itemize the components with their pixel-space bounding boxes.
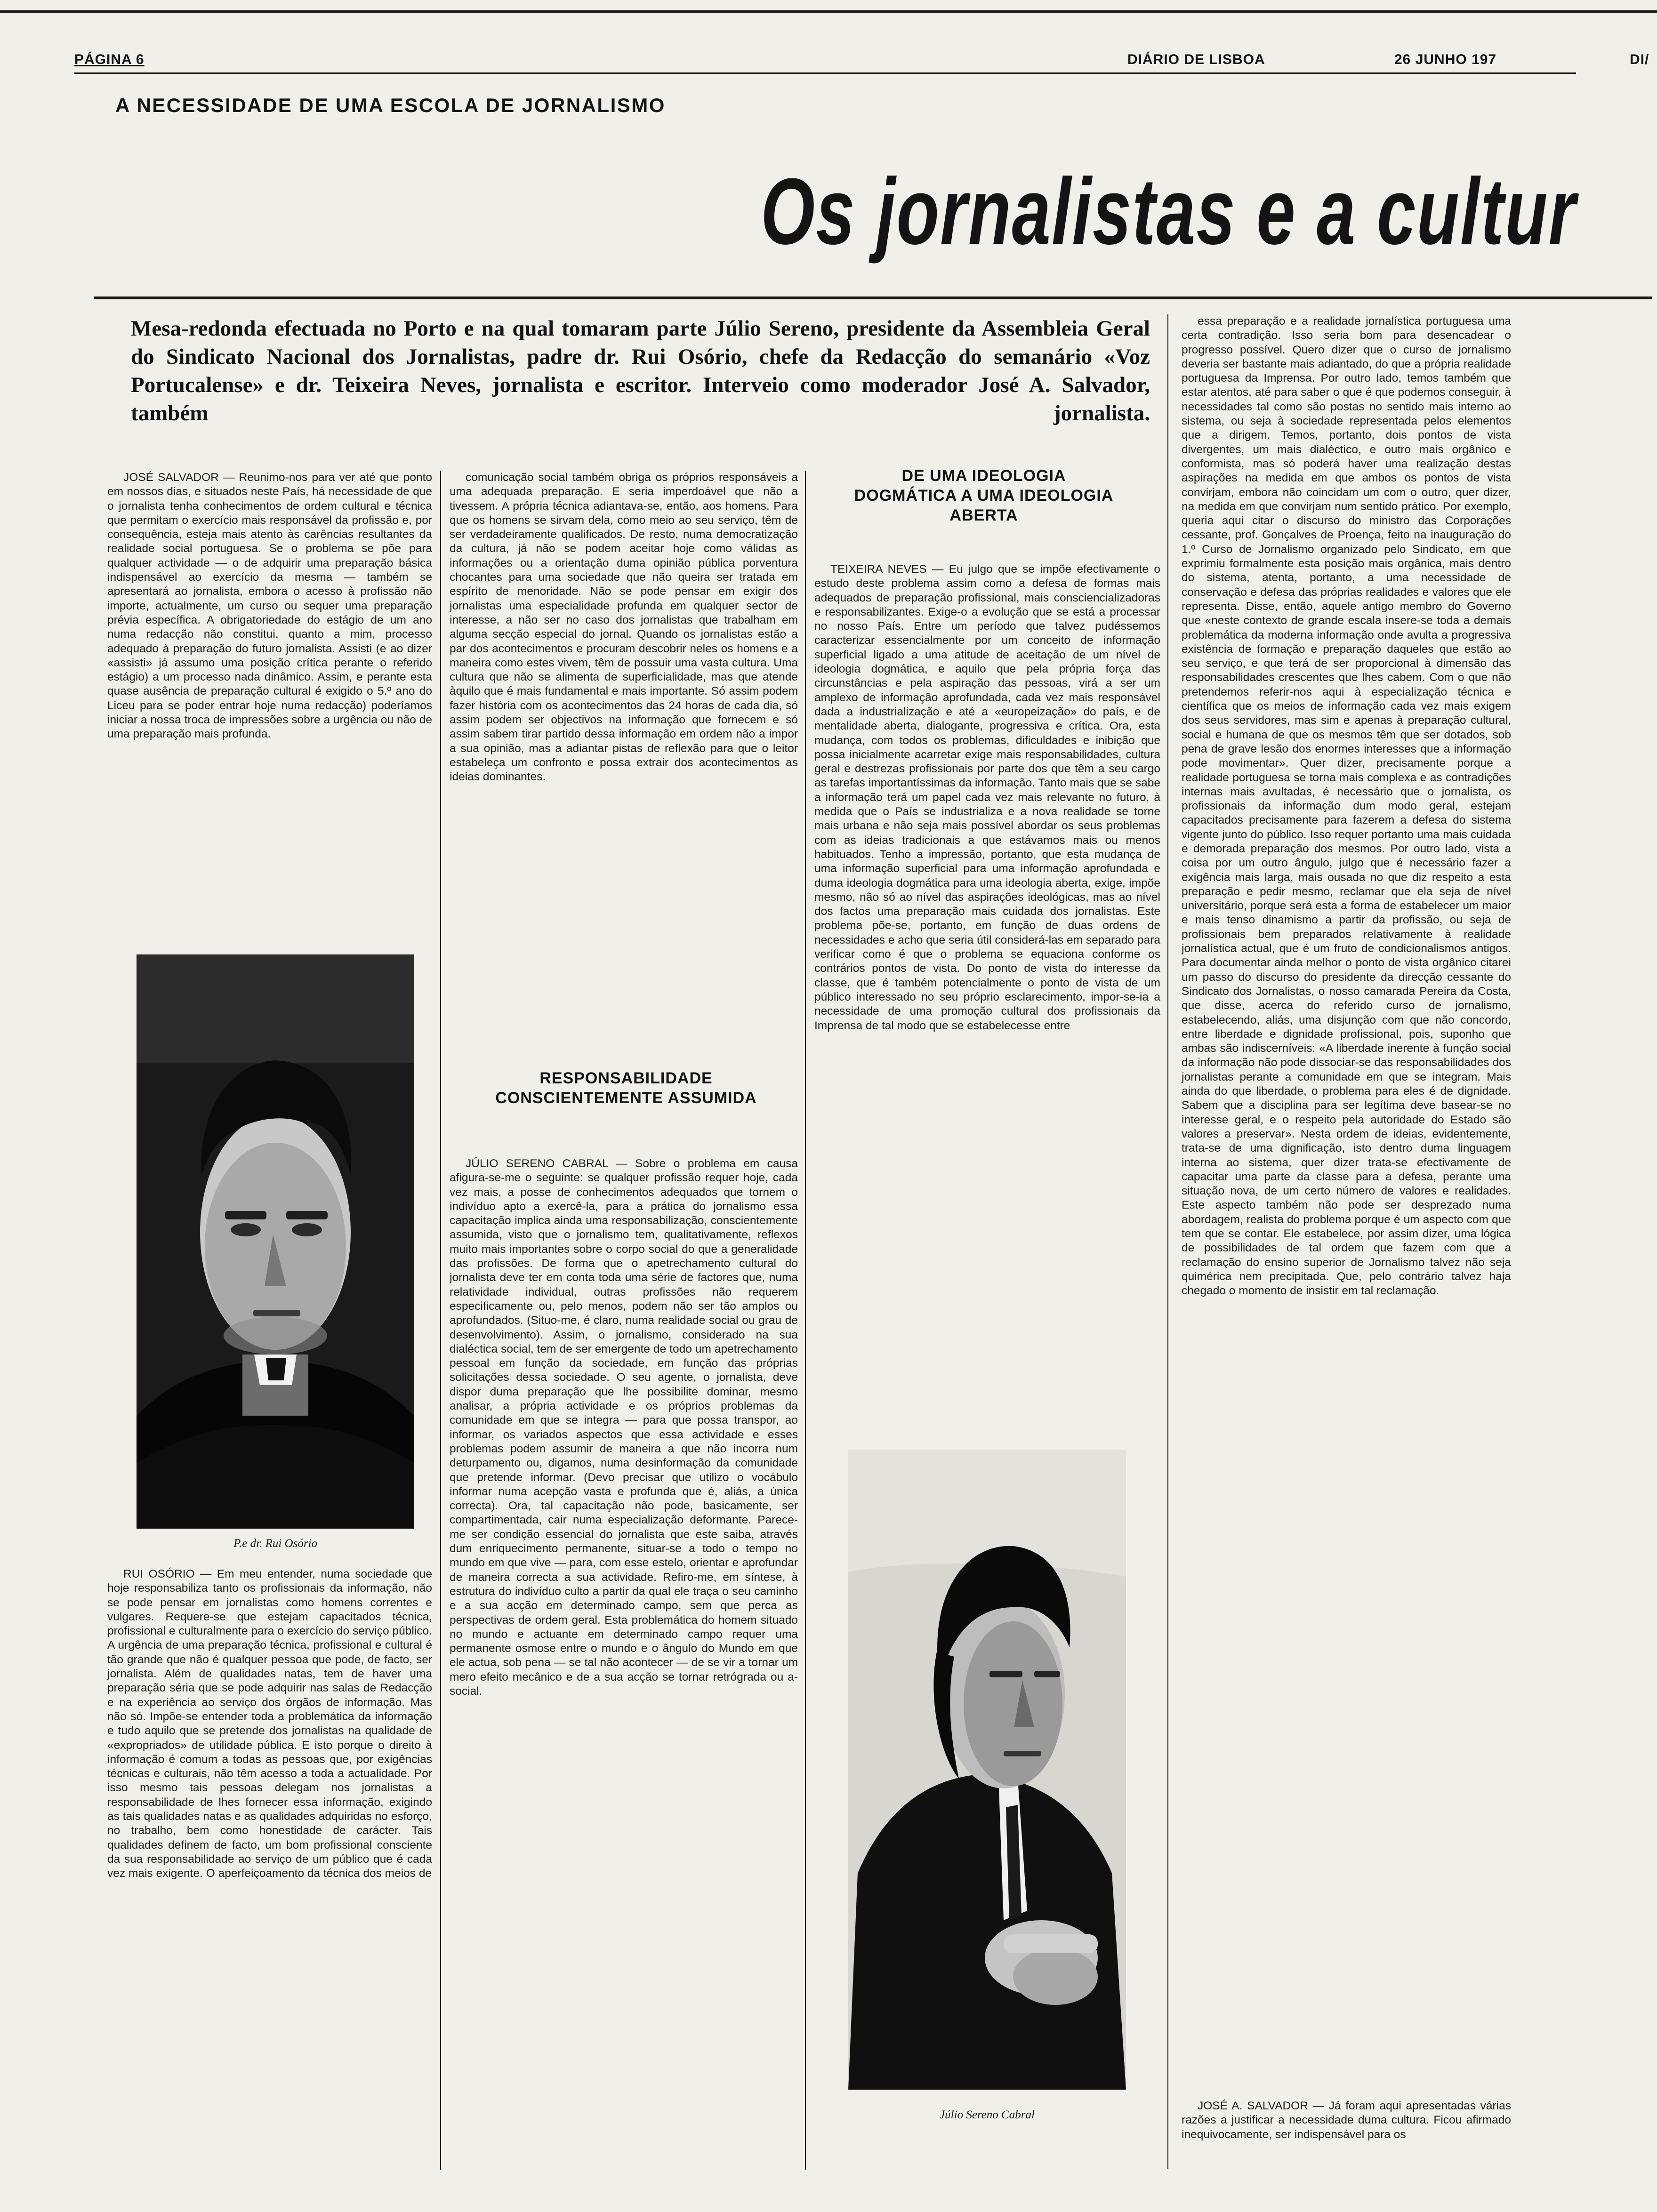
column-1-top (107, 471, 432, 937)
lead-paragraph: Mesa-redonda efectuada no Porto e na qual tomaram parte Júlio Sereno, presidente da Assembleia Geral do Sindicato Nacional dos Jornalistas, padre dr. Rui Osório, chefe da Redacção do semanário «Voz Portucalense» e dr. Teixeira Neves, jornalista e escritor. Interveio como moderador José A. Salvador, também jornalista. (131, 316, 1150, 425)
headline-rule (94, 297, 1652, 299)
caption-julio-sereno: Júlio Sereno Cabral (940, 2108, 1035, 2121)
column-1-bottom (107, 1567, 432, 2170)
column-rule-2 (805, 471, 806, 2170)
column-3-top (814, 562, 1160, 1421)
portrait-sereno-icon (848, 1450, 1126, 2090)
subhead-ideologia: DE UMA IDEOLOGIA DOGMÁTICA A UMA IDEOLOGIA ABERTA (854, 467, 1114, 524)
column-2-bottom (450, 1157, 798, 2170)
headline: Os jornalistas e a cultur (761, 159, 1577, 264)
column-rule-3 (1167, 314, 1168, 2169)
neves-statement: TEIXEIRA NEVES — Eu julgo que se impõe efectivamente o estudo deste problema assim como a defesa de formas mais adequados de preparação profissional, mais consciencializadoras e responsabilizantes. Exige-o a evolução que se está a processar no nosso País. Entre um período que talvez pudéssemos caracterizar essencialmente por um conceito de informação superficial ligado a uma atitude de aceitação de um nível de ideologia dogmática, e aquilo que pela própria força das circunstâncias e pela aspiração das pessoas, virá a ser um amplexo de informação aprofundada, cada vez mais responsável dada a industrialização e até a «europeização» do país, e de mentalidade aberta, dialogante, progressiva e crítica. Ora, esta mudança, com todos os problemas, dificuldades e inibição que possa inicialmente acarretar exige mais responsabilidades, cultura geral e destrezas profissionais por parte dos que têm a seu cargo as tarefas importantíssimas da informação. Tanto mais que se sabe a informação terá um papel cada vez mais relevante no futuro, à medida que o País se industrializa e a nova realidade se torne mais urbana e não seja mais possível abordar os seus problemas com as ideias tradicionais a que estávamos mais ou menos habituados. Tenho a impressão, portanto, que esta mudança de uma informação superficial para uma informação aprofundada e duma ideologia dogmática para uma ideologia aberta, exige, impõe mesmo, não só ao nível das aspirações ideológicas, mas ao nível dos factos uma preparação mais cuidada dos jornalistas. Este problema põe-se, portanto, em função de duas ordens de necessidades e acho que seria útil considerá-las em separado para verificar como é que o problema se equaciona conforme os contrários pontos de vista. Do ponto de vista do interesse da classe, que é também potencialmente o ponto de vista de um público interessado no seu próprio esclarecimento, impor-se-ia a necessidade de uma promoção cultural dos profissionais da Imprensa de tal modo que se estabelecesse entre (814, 563, 1160, 1032)
salvador-closing: JOSÉ A. SALVADOR — Já foram aqui apresentadas várias razões a justificar a necessidade duma cultura. Ficou afirmado inequivocamente, ser indispensável para os (1182, 2100, 1511, 2141)
subhead-responsabilidade: RESPONSABILIDADE CONSCIENTEMENTE ASSUMIDA (495, 1069, 757, 1107)
top-rule (0, 10, 1657, 13)
osorio-statement: RUI OSÓRIO — Em meu entender, numa sociedade que hoje responsabiliza tanto os profissionais da informação, não se pode pensar em jornalistas como homens correntes e vulgares. Requere-se que estejam capacitados técnica, profissional e culturalmente para o exercício do serviço público. A urgência de uma preparação técnica, profissional e cultural é tão grande que não é qualquer pessoa que pode, de facto, ser jornalista. Além de qualidades natas, tem de haver uma preparação séria que se pode adquirir nas salas de Redacção e na experiência ao serviço dos órgãos de informação. Mas não só. Impõe-se entender toda a problemática da informação e tudo aquilo que se pretende dos jornalistas na qualidade de «expropriados» de utilidade pública. E isto porque o direito à informação é comum a todas as pessoas que, por exigências técnicas e culturais, não têm acesso a toda a actualidade. Por isso mesmo tais pessoas delegam nos jornalistas a responsabilidade de lhes fornecer essa informação, exigindo as tais qualidades natas e as qualidades adquiridas no esforço, no trabalho, bem como honestidade de carácter. Tais qualidades definem de facto, um bom profissional consciente da sua responsabilidade ao serviço de um público que é cada vez mais exigente. O aperfeiçoamento da técnica dos meios de (107, 1568, 432, 1880)
column-rule-1 (440, 471, 441, 2170)
page-number: PÁGINA 6 (74, 52, 145, 67)
newspaper-name: DIÁRIO DE LISBOA (1127, 52, 1265, 67)
photo-julio-sereno (848, 1450, 1126, 2090)
issue-date: 26 JUNHO 197 (1394, 52, 1497, 67)
section-title: A NECESSIDADE DE UMA ESCOLA DE JORNALISMO (115, 94, 666, 116)
edge-fragment: DI/ (1630, 52, 1649, 67)
sereno-statement: JÚLIO SERENO CABRAL — Sobre o problema em causa afigura-se-me o seguinte: se qualquer profissão requer hoje, cada vez mais, a posse de conhecimentos adequados que tornem o indivíduo apto a exercê-la, para a prática do jornalismo essa capacitação implica ainda uma responsabilização, conscientemente assumida, visto que o jornalismo tem, qualitativamente, reflexos muito mais importantes sobre o corpo social do que a generalidade das profissões. De forma que o apetrechamento cultural do jornalista deve ter em conta toda uma série de factores que, numa relatividade individual, outras profissões não requerem especificamente ou, pelo menos, podem não ser tão amplos ou aprofundados. (Situo-me, é claro, numa realidade social ou grau de desenvolvimento). Assim, o jornalismo, considerado na sua dialéctica social, tem de ser emergente de todo um apetrechamento pessoal em função da sociedade, em função das próprias solicitações dessa sociedade. O seu agente, o jornalista, deve dispor duma preparação que lhe possibilite dominar, mesmo analisar, a própria actividade e os próprios problemas da comunidade em que se integra — para que possa transpor, ao informar, os variados aspectos que essa actividade e esses problemas podem assumir de maneira a que não incorra num deturpamento ou, digamos, numa desinformação da comunidade que pretende informar. (Devo precisar que utilizo o vocábulo informar numa acepção vasta e profunda que é, aliás, a única correcta). Ora, tal capacitação não pode, basicamente, ser compartimentada, cair numa especialização deformante. Parece-me ser condição essencial do jornalista que este saiba, através dum enriquecimento permanente, situar-se a todo o tempo no mundo em que vive — para, com esse estelo, orientar e aprofundar de maneira correcta a sua actividade. Refiro-me, em síntese, à estrutura do indivíduo culto a partir da qual ele traça o seu caminho e a sua acção em determinado campo, sem que perca as perspectivas de ordem geral. Esta problemática do homem situado no mundo e actuante em determinado campo requer uma permanente osmose entre o mundo e o ângulo do Mundo em que ele actua, sob pena — se tal não acontecer — de se vir a tornar um mero efeito mecânico e de a sua acção se tornar retrógrada ou a-social. (450, 1157, 798, 1698)
column-2-top (450, 471, 798, 1035)
salvador-intro: JOSÉ SALVADOR — Reunimo-nos para ver até que ponto em nossos dias, e situados neste País, há necessidade de que o jornalista tenha conhecimentos de ordem cultural e técnica que permitam o exercício mais responsável da profissão e, por consequência, esteja mais atento às carências resultantes da realidade social portuguesa. Se o problema se põe para qualquer actividade — o de adquirir uma preparação básica indispensável ao exercício da mesma — também se apresentará ao jornalista, embora o acesso à profissão não importe, actualmente, um curso ou sequer uma preparação prévia específica. A obrigatoriedade do estágio de um ano numa redacção não constitui, quanto a mim, processo adequado à preparação do futuro jornalista. Assisti (e ao dizer «assisti» já assumo uma posição crítica perante o referido estágio) a um processo nada dinâmico. Assim, e perante esta quase ausência de preparação cultural é exigido o 5.º ano do Liceu para se poder entrar hoje numa redacção) poderíamos iniciar a nossa troca de impressões sobre a urgência ou não de uma preparação mais profunda. (107, 471, 432, 741)
header-rule (74, 72, 1576, 74)
column-4-bottom (1182, 2099, 1511, 2170)
portrait-osorio-icon (137, 954, 414, 1529)
caption-rui-osorio: P.e dr. Rui Osório (233, 1537, 318, 1550)
photo-rui-osorio (137, 954, 414, 1529)
neves-continuation: essa preparação e a realidade jornalística portuguesa uma certa contradição. Isso seria bom para desencadear o progresso possível. Quero dizer que o curso de jornalismo deveria ser bastante mais adiantado, do que a própria realidade portuguesa da Imprensa. Por outro lado, temos também que estar atentos, até para saber o que é que podemos conseguir, à necessidades tal como são postas no sentido mais interno ao sistema, ou seja à sociedade representada pelos elementos que a dirigem. Temos, portanto, dois pontos de vista divergentes, um mais dialéctico, e outro mais orgânico e conformista, mas só poderá haver uma realização destas aspirações na medida em que ambos os pontos de vista convirjam, embora não coincidam um com o outro, quer dizer, na medida em que convirjam num sentido prático. Por exemplo, queria aqui citar o discurso do ministro das Corporações cessante, prof. Gonçalves de Proença, feito na inauguração do 1.º Curso de Jornalismo organizado pelo Sindicato, em que exprimiu formalmente esta posição mais orgânica, mais dentro do sistema, atenta, portanto, a uma necessidade de conservação e defesa das próprias realidades e valores que ele representa. Disse, então, aquele antigo membro do Governo que «neste contexto de grande escala insere-se toda a demais problemática da moderna informação onde avulta a progressiva existência de formação e preparação daqueles que estão ao seu serviço, e que terá de ser proporcional à dimensão das responsabilidades crescentes que lhes cabem. Com o que não pretendemos referir-nos aqui à especialização técnica e científica que os meios de informação cada vez mais exigem dos seus servidores, mas sim e apenas à preparação cultural, social e humana de que os mesmos têm que ser dotados, sob pena de grave lesão dos enormes interesses que a informação pode movimentar». Quer dizer, precisamente porque a realidade portuguesa se torna mais complexa e as contradições internas mais avultadas, é necessário que o jornalista, os profissionais da informação dum modo geral, estejam capacitados precisamente para fazerem a defesa do sistema vigente junto do público. Isso requer portanto uma mais cuidada e demorada preparação dos mesmos. Por outro lado, vista a coisa por um outro ângulo, julgo que é necessário fazer a exigência mais larga, mais ousada no que diz respeito a esta preparação e pedir mesmo, reclamar que ela seja de nível universitário, porque será esta a forma de estabelecer um maior e mais tenso dinamismo a partir da profissão, ou seja de profissionais bem preparados relativamente à realidade jornalística actual, que é um fruto de condicionalismos antigos. Para documentar ainda melhor o ponto de vista orgânico citarei um passo do discurso do presidente da direcção cessante do Sindicato dos Jornalistas, o nosso camarada Pereira da Costa, que disse, acerca do referido curso de jornalismo, estabelecendo, aliás, uma disjunção com que não concordo, entre liberdade e dignidade profissional, pois, suponho que ambas são indiscerníveis: «A liberdade inerente à função social da informação não pode dissociar-se das responsabilidades dos jornalistas perante a comunidade em que se integram. Mais ainda do que liberdade, o problema para eles é de dignidade. Sabem que a disciplina para ser legítima deve basear-se no interesse geral, e o respeito pela autoridade do Estado são valores a preservar». Nesta ordem de ideias, evidentemente, trata-se de uma dignificação, isto dentro duma linguagem interna ao sistema, quer dizer trata-se efectivamente de capacitar uma parte da classe para a defesa, perante uma situação nova, de um certo número de valores e realidades. Este aspecto também não pode ser desprezado numa abordagem, realista do problema porque é um aspecto com que tem que se contar. Ele estabelece, por assim dizer, uma lógica de possibilidades de tal ordem que fazem com que a reclamação do ensino superior de Jornalismo talvez não seja quimérica nem precipitada. Que, pelo contrário talvez haja chegado o momento de insistir em tal reclamação. (1182, 315, 1511, 1298)
osorio-continuation: comunicação social também obriga os próprios responsáveis a uma adequada preparação. E seria imperdoável que não a tivessem. A própria técnica adiantava-se, então, aos homens. Para que os homens se sirvam dela, como meio ao seu serviço, têm de ser verdadeiramente qualificados. De resto, numa democratização da cultura, já não se podem aceitar hoje como válidas as informações ou a orientação duma opinião pública porventura chocantes para uma sociedade que não queira ser tratada em espírito de menoridade. Não se pode pensar em exigir dos jornalistas uma especialidade profunda em qualquer sector de interesse, a não ser no caso dos jornalistas que trabalham em alguma secção especial do jornal. Quando os jornalistas estão a par dos acontecimentos e procuram descobrir neles os homens e a maneira como estes vivem, têm de possuir uma vasta cultura. Uma cultura que não se alimenta de superficialidade, mas que atende àquilo que é mais fundamental e mais importante. Só assim podem fazer história com os acontecimentos das 24 horas de cada dia, só assim podem ser objectivos na informação que fornecem e só assim sabem tirar partido dessa informação em ordem não a impor a sua opinião, mas a adiantar pistas de reflexão para que o leitor estabeleça um confronto e possa extrair dos acontecimentos as ideias dominantes. (450, 471, 798, 784)
column-4-top (1182, 314, 1511, 2089)
